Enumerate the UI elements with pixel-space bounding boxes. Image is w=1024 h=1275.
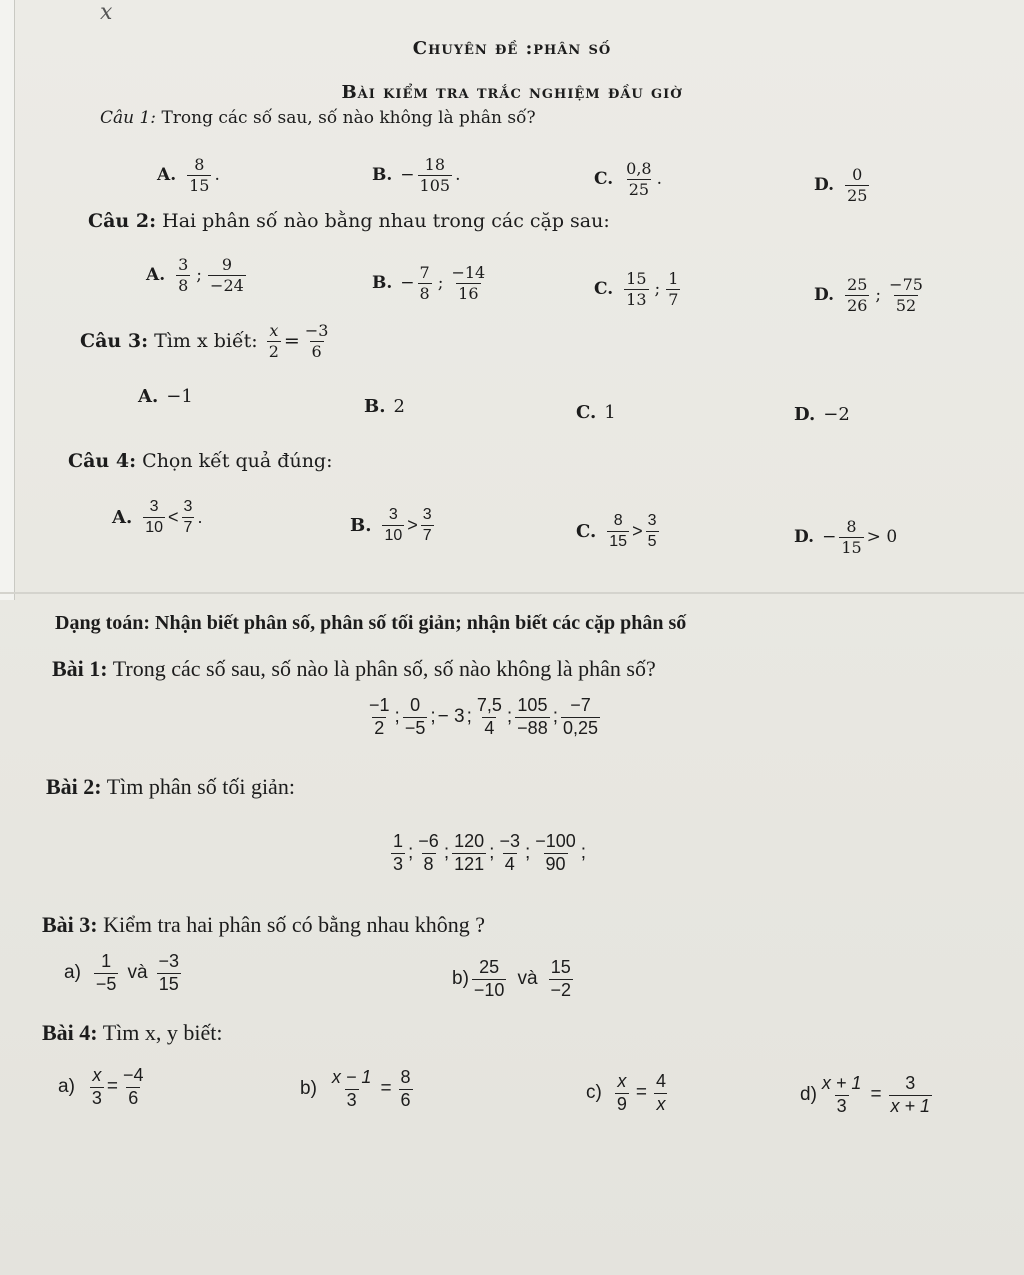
ex2-item: $\frac{120}{121}$ xyxy=(454,831,485,874)
q1-option-d-letter: D. xyxy=(814,175,835,196)
q1-option-a-letter: A. xyxy=(157,165,177,186)
exercise-4-text: Tìm x, y biết: xyxy=(102,1020,223,1045)
q1-option-b-letter: B. xyxy=(372,165,393,186)
exercise-4-part-c: c) $\frac{x}{9}$ = $\frac{4}{x}$ xyxy=(586,1071,666,1114)
question-4-label: Câu 4: xyxy=(68,450,137,472)
exercise-1-text: Trong các số sau, số nào là phân số, số nào không là phân số? xyxy=(112,656,656,681)
q2-option-a[interactable]: A. $\frac{3}{8}$ ; $\frac{9}{-24}$ xyxy=(146,255,244,295)
ex1-item: $\frac{0}{-5}$ xyxy=(404,695,426,738)
q1-option-a-fraction: $\frac{8}{15}$ xyxy=(189,155,210,195)
q1-option-b[interactable]: B. − $\frac{18}{105}$ . xyxy=(372,155,461,195)
q4-option-d[interactable]: D. − $\frac{8}{15}$ > 0 xyxy=(794,517,898,557)
section-title: Dạng toán: Nhận biết phân số, phân số tối giản; nhận biết các cặp phân số xyxy=(55,612,687,634)
ex2-item: $\frac{1}{3}$ xyxy=(393,831,404,874)
q1-option-c[interactable]: C. $\frac{0,8}{25}$ . xyxy=(594,159,663,199)
exercise-2 xyxy=(46,774,295,800)
exercise-3 xyxy=(42,912,485,938)
q2-option-b[interactable]: B. − $\frac{7}{8}$ ; $\frac{-14}{16}$ xyxy=(372,263,486,303)
exercise-1-numbers: $\frac{-1}{2}$ ; $\frac{0}{-5}$ ; − 3 ; $\frac{7,5}{4}$ ; $\frac{105}{-88}$ ; $\frac{-7}{0,25}$ xyxy=(369,695,599,738)
q1-option-b-fraction: $\frac{18}{105}$ xyxy=(419,155,451,195)
question-3: Câu 3: Tìm x biết: $\frac{x}{2}$ = $\frac{-3}{6}$ xyxy=(80,321,329,361)
exercise-4-part-b: b) $\frac{x - 1}{3}$ = $\frac{8}{6}$ xyxy=(300,1067,411,1110)
question-2 xyxy=(88,210,610,232)
exercise-2-numbers: $\frac{1}{3}$ ; $\frac{-6}{8}$ ; $\frac{120}{121}$ ; $\frac{-3}{4}$ ; $\frac{-100}{90}$ ; xyxy=(393,831,587,874)
exercise-4-label: Bài 4: xyxy=(42,1020,98,1045)
q3-option-c[interactable]: C. 1 xyxy=(576,402,616,423)
ex1-item: $\frac{7,5}{4}$ xyxy=(476,695,502,738)
ex1-item: $\frac{-7}{0,25}$ xyxy=(563,695,599,738)
question-1-text: Trong các số sau, số nào không là phân số? xyxy=(161,108,536,128)
question-4-text: Chọn kết quả đúng: xyxy=(142,450,333,472)
question-2-label: Câu 2: xyxy=(88,210,157,232)
ex2-item: $\frac{-100}{90}$ xyxy=(535,831,576,874)
ex2-item: $\frac{-6}{8}$ xyxy=(418,831,439,874)
q3-equation-right: $\frac{-3}{6}$ xyxy=(304,321,329,361)
ex1-item: $\frac{105}{-88}$ xyxy=(517,695,548,738)
exercise-3-part-b: b) $\frac{25}{-10}$ và $\frac{15}{-2}$ xyxy=(452,957,572,1000)
question-2-text: Hai phân số nào bằng nhau trong các cặp sau: xyxy=(162,210,610,232)
q1-option-d-fraction: $\frac{0}{25}$ xyxy=(847,165,868,205)
exercise-1 xyxy=(52,656,656,682)
q3-option-b[interactable]: B. 2 xyxy=(364,396,405,417)
q3-equation-left: $\frac{x}{2}$ xyxy=(268,321,279,361)
exercise-3-part-a: a) $\frac{1}{-5}$ và $\frac{-3}{15}$ xyxy=(64,951,180,994)
exercise-2-label: Bài 2: xyxy=(46,774,102,799)
ex1-item: − 3 xyxy=(437,706,465,728)
exercise-3-text: Kiểm tra hai phân số có bằng nhau không ? xyxy=(103,912,485,937)
q4-option-c[interactable]: C. $\frac{8}{15}$ > $\frac{3}{5}$ xyxy=(576,512,657,550)
question-4 xyxy=(68,450,333,472)
q2-option-d[interactable]: D. $\frac{25}{26}$ ; $\frac{-75}{52}$ xyxy=(814,275,923,315)
q1-option-c-letter: C. xyxy=(594,169,614,190)
q3-option-a[interactable]: A. −1 xyxy=(138,386,193,407)
exercise-3-label: Bài 3: xyxy=(42,912,98,937)
ex2-item: $\frac{-3}{4}$ xyxy=(499,831,520,874)
exercise-4-part-d: d) $\frac{x + 1}{3}$ = $\frac{3}{x + 1}$ xyxy=(800,1073,931,1116)
question-3-text: Tìm x biết: xyxy=(154,330,258,353)
ex1-item: $\frac{-1}{2}$ xyxy=(369,695,390,738)
exercise-4-part-a: a) $\frac{x}{3}$ = $\frac{-4}{6}$ xyxy=(58,1065,144,1108)
exercise-2-text: Tìm phân số tối giản: xyxy=(106,774,295,799)
q1-option-d[interactable] xyxy=(814,166,872,204)
q4-option-a[interactable]: A. $\frac{3}{10}$ < $\frac{3}{7}$ . xyxy=(112,498,203,536)
question-1 xyxy=(100,108,536,128)
handwritten-scribble: x xyxy=(100,0,113,25)
question-1-label: Câu 1: xyxy=(100,108,157,128)
paper-fold-line xyxy=(0,592,1024,594)
q2-option-c[interactable]: C. $\frac{15}{13}$ ; $\frac{1}{7}$ xyxy=(594,269,679,309)
question-3-label: Câu 3: xyxy=(80,330,149,353)
q3-option-d[interactable]: D. −2 xyxy=(794,404,850,425)
exercise-4 xyxy=(42,1020,223,1046)
q1-option-a[interactable]: A. $\frac{8}{15}$ . xyxy=(157,155,220,195)
exercise-1-label: Bài 1: xyxy=(52,656,108,681)
q4-option-b[interactable]: B. $\frac{3}{10}$ > $\frac{3}{7}$ xyxy=(350,506,432,544)
test-title: Bài kiểm tra trắc nghiệm đầu giờ xyxy=(341,82,683,103)
topic-title: Chuyên đề :phân số xyxy=(412,38,612,59)
q1-option-c-fraction: $\frac{0,8}{25}$ xyxy=(626,159,652,199)
